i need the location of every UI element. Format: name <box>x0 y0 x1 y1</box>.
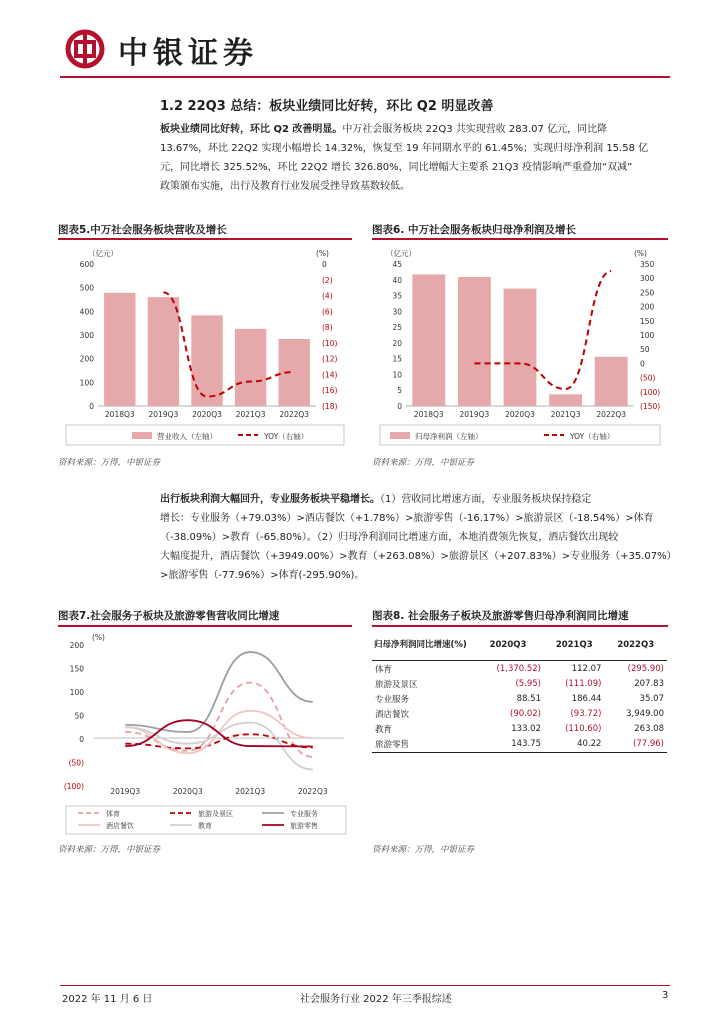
figure-8-rule <box>372 625 668 627</box>
fig7-category-label: 2020Q3 <box>172 787 203 796</box>
table-row-label: 旅游及景区 <box>375 679 418 690</box>
fig5-category-label: 2022Q3 <box>279 410 310 419</box>
footer-rule <box>60 985 670 986</box>
table-cell: 35.07 <box>639 693 664 704</box>
table-row-label: 旅游零售 <box>375 739 410 750</box>
fig5-category-label: 2019Q3 <box>148 410 179 419</box>
fig6-right-tick: (100) <box>640 387 661 397</box>
fig7-series-line <box>125 652 313 732</box>
table-row <box>372 736 667 751</box>
fig6-yoy-line <box>474 271 611 389</box>
fig6-left-tick: 30 <box>392 307 402 317</box>
fig6-right-tick: 50 <box>640 345 650 355</box>
fig6-left-tick: 5 <box>397 386 402 396</box>
fig7-y-tick: (100) <box>63 782 84 791</box>
fig5-left-tick: 400 <box>79 307 94 317</box>
fig6-right-unit: (%) <box>634 249 647 258</box>
fig6-left-tick: 25 <box>392 323 402 333</box>
table-row <box>372 721 667 736</box>
table-cell: 3,949.00 <box>626 708 664 719</box>
fig6-category-label: 2018Q3 <box>413 410 444 419</box>
fig5-right-tick: (8) <box>322 323 333 333</box>
fig5-right-tick: (16) <box>322 386 338 396</box>
figure-5-rule <box>58 238 352 240</box>
fig7-y-unit: (%) <box>92 633 105 642</box>
fig5-right-tick: (14) <box>322 370 338 380</box>
table-header-col: 2022Q3 <box>617 640 655 650</box>
table-cell: (5.95) <box>515 678 541 689</box>
fig5-bar <box>104 293 135 406</box>
table-cell: 40.22 <box>577 738 602 749</box>
fig6-left-tick: 15 <box>392 354 402 364</box>
paragraph-2-line: 增长：专业服务（+79.03%）>酒店餐饮（+1.78%）>旅游零售（-16.17%）>旅游景区（-18.54%）>体育 <box>160 513 654 524</box>
fig6-left-tick: 0 <box>397 402 402 411</box>
paragraph-2-lead: 出行板块利润大幅回升，专业服务板块平稳增长。 <box>160 494 380 505</box>
footer-date: 2022 年 11 月 6 日 <box>62 994 153 1005</box>
fig6-left-tick: 10 <box>392 370 402 380</box>
header-rule <box>60 76 670 78</box>
figure-8-source: 资料来源：万得，中银证券 <box>372 845 475 855</box>
table-cell: 207.83 <box>634 678 664 689</box>
fig7-y-tick: (50) <box>68 758 84 768</box>
fig6-category-label: 2020Q3 <box>505 410 535 419</box>
fig5-category-label: 2021Q3 <box>235 410 266 419</box>
table-row-label: 专业服务 <box>375 694 410 705</box>
table-header-col: 2020Q3 <box>489 640 527 650</box>
table-cell: 186.44 <box>571 693 602 704</box>
fig5-right-tick: (4) <box>322 291 333 301</box>
table-cell: 112.07 <box>571 663 602 674</box>
fig5-legend-line-label: YOY（右轴） <box>264 432 309 441</box>
fig6-legend-bar-swatch <box>390 432 410 439</box>
table-cell: (90.02) <box>510 708 541 719</box>
fig7-y-tick: 150 <box>69 664 84 674</box>
fig6-right-tick: 300 <box>640 274 655 284</box>
bank-of-china-logo <box>65 29 105 69</box>
table-cell: (1,370.52) <box>496 663 541 674</box>
fig5-right-tick: (10) <box>322 338 338 348</box>
fig6-left-tick: 20 <box>392 338 402 348</box>
table-cell: 133.02 <box>511 723 541 734</box>
fig7-y-tick: 100 <box>69 688 84 697</box>
fig7-legend-label: 旅游及景区 <box>198 810 233 818</box>
paragraph-1-lead: 板块业绩同比好转，环比 Q2 改善明显。 <box>160 124 343 135</box>
fig5-right-tick: (18) <box>322 402 338 411</box>
fig7-category-label: 2021Q3 <box>235 787 266 796</box>
figure-7-title: 图表7.社会服务子板块及旅游零售营收同比增速 <box>58 610 280 622</box>
figure-8-table <box>372 630 667 751</box>
table-row-label: 体育 <box>375 664 393 675</box>
fig6-bar <box>549 394 582 406</box>
paragraph-1-line: 中万社会服务板块 22Q3 共实现营收 283.07 亿元，同比降 <box>342 124 608 135</box>
fig5-right-tick: (12) <box>322 354 338 364</box>
paragraph-2 <box>160 490 692 585</box>
fig5-category-label: 2020Q3 <box>192 410 222 419</box>
fig6-bar <box>504 289 537 406</box>
paragraph-1-line: 13.67%，环比 22Q2 实现小幅增长 14.32%，恢复至 19 年同期水平的 61.45%；实现归母净利润 15.58 亿 <box>160 143 649 154</box>
fig5-legend-bar-swatch <box>132 432 152 439</box>
fig6-bar <box>412 274 445 406</box>
footer-title: 社会服务行业 2022 年三季报综述 <box>300 994 452 1005</box>
paragraph-1 <box>160 120 692 196</box>
paragraph-2-line: （-38.09%）>教育（-65.80%）。（2）归母净利润同比增速方面，本地消费领先恢复，酒店餐饮出现较 <box>160 532 619 543</box>
fig5-bar <box>191 315 222 406</box>
table-row <box>372 676 667 691</box>
fig7-category-label: 2019Q3 <box>110 787 141 796</box>
fig5-right-tick: (6) <box>322 307 333 317</box>
fig5-bar <box>279 339 310 406</box>
fig5-left-tick: 500 <box>79 283 94 293</box>
fig6-right-tick: (150) <box>640 402 661 411</box>
fig5-yoy-line <box>163 292 294 396</box>
figure-6-source: 资料来源：万得，中银证券 <box>372 458 475 468</box>
figure-8-bottom-rule <box>372 752 667 753</box>
table-cell: (111.09) <box>565 678 602 689</box>
paragraph-1-line: 政策颁布实施，出行及教育行业发展受挫导致基数较低。 <box>160 181 410 192</box>
fig6-category-label: 2019Q3 <box>459 410 490 419</box>
fig7-legend-label: 体育 <box>106 810 120 818</box>
fig6-left-unit: （亿元） <box>386 249 416 258</box>
fig7-legend-label: 酒店餐饮 <box>106 822 134 830</box>
table-row <box>372 706 667 721</box>
fig6-right-tick: 150 <box>640 316 655 326</box>
fig5-left-tick: 300 <box>79 331 94 340</box>
fig5-bar <box>148 297 179 406</box>
table-header-label: 归母净利润同比增速(%) <box>374 640 467 650</box>
fig6-right-tick: 250 <box>640 288 655 298</box>
fig6-right-tick: 100 <box>640 331 655 340</box>
brand-name: 中银证券 <box>118 36 258 71</box>
fig7-legend-label: 专业服务 <box>290 810 318 818</box>
paragraph-2-line: 大幅度提升，酒店餐饮（+3949.00%）>教育（+263.08%）>旅游景区（+207.83%）>专业服务（+35.07%） <box>160 551 677 562</box>
table-cell: 263.08 <box>634 723 664 734</box>
fig6-left-tick: 40 <box>392 275 402 285</box>
fig6-category-label: 2021Q3 <box>550 410 581 419</box>
paragraph-1-line: 元，同比增长 325.52%，环比 22Q2 增长 326.80%，同比增幅大主要系 21Q3 疫情影响严重叠加“双减” <box>160 162 633 173</box>
fig6-right-tick: 0 <box>640 359 645 369</box>
figure-6-rule <box>372 238 668 240</box>
figure-5-source: 资料来源：万得，中银证券 <box>58 458 161 468</box>
fig6-category-label: 2022Q3 <box>596 410 627 419</box>
table-cell: (77.96) <box>633 738 664 749</box>
fig5-right-tick: 0 <box>322 260 327 269</box>
fig7-y-tick: 0 <box>79 735 84 744</box>
figure-5-chart <box>58 242 352 452</box>
fig5-right-unit: (%) <box>316 249 329 258</box>
fig7-legend-label: 教育 <box>198 822 212 830</box>
fig5-left-unit: （亿元） <box>88 249 118 258</box>
fig6-left-tick: 35 <box>392 291 402 301</box>
table-row <box>372 691 667 706</box>
fig6-bar <box>595 357 628 406</box>
paragraph-2-line: >旅游零售（-77.96%）>体育(-295.90%)。 <box>160 570 365 581</box>
fig6-legend-bar-label: 归母净利润（左轴） <box>415 432 483 441</box>
table-row <box>372 661 667 677</box>
fig5-bar <box>235 329 266 406</box>
fig6-right-tick: 200 <box>640 302 655 312</box>
fig5-category-label: 2018Q3 <box>104 410 135 419</box>
table-row-label: 教育 <box>375 724 393 735</box>
fig7-category-label: 2022Q3 <box>297 787 328 796</box>
figure-6-chart <box>372 242 668 452</box>
fig7-legend-label: 旅游零售 <box>290 822 318 830</box>
fig5-legend-bar-label: 营业收入（左轴） <box>157 432 217 441</box>
fig5-left-tick: 0 <box>89 402 94 411</box>
figure-5-title: 图表5.中万社会服务板块营收及增长 <box>58 224 227 236</box>
fig6-bar <box>458 277 491 406</box>
fig7-y-tick: 200 <box>69 641 84 650</box>
figure-7-rule <box>58 625 352 627</box>
table-cell: (295.90) <box>627 663 664 674</box>
section-title: 1.2 22Q3 总结：板块业绩同比好转，环比 Q2 明显改善 <box>160 99 494 114</box>
table-row-label: 酒店餐饮 <box>375 709 410 720</box>
table-header-col: 2021Q3 <box>555 640 593 650</box>
figure-7-chart <box>58 630 352 840</box>
fig5-right-tick: (2) <box>322 275 333 285</box>
fig6-left-tick: 45 <box>392 260 402 269</box>
fig6-right-tick: (50) <box>640 373 656 383</box>
table-cell: (110.60) <box>565 723 602 734</box>
fig5-left-tick: 100 <box>79 378 94 388</box>
table-cell: 143.75 <box>511 738 541 749</box>
fig5-left-tick: 200 <box>79 354 94 364</box>
figure-6-title: 图表6. 中万社会服务板块归母净利润及增长 <box>372 224 576 236</box>
fig7-y-tick: 50 <box>74 711 84 721</box>
fig5-left-tick: 600 <box>79 260 94 269</box>
figure-8-title: 图表8. 社会服务子板块及旅游零售归母净利润同比增速 <box>372 610 629 622</box>
fig6-legend-line-label: YOY（右轴） <box>570 432 615 441</box>
fig6-right-tick: 350 <box>640 260 655 269</box>
paragraph-2-line: （1）营收同比增速方面，专业服务板块保持稳定 <box>380 494 592 505</box>
footer-page: 3 <box>662 990 669 1001</box>
table-cell: 88.51 <box>516 693 541 704</box>
figure-7-source: 资料来源：万得，中银证券 <box>58 845 161 855</box>
table-cell: (93.72) <box>570 708 602 719</box>
